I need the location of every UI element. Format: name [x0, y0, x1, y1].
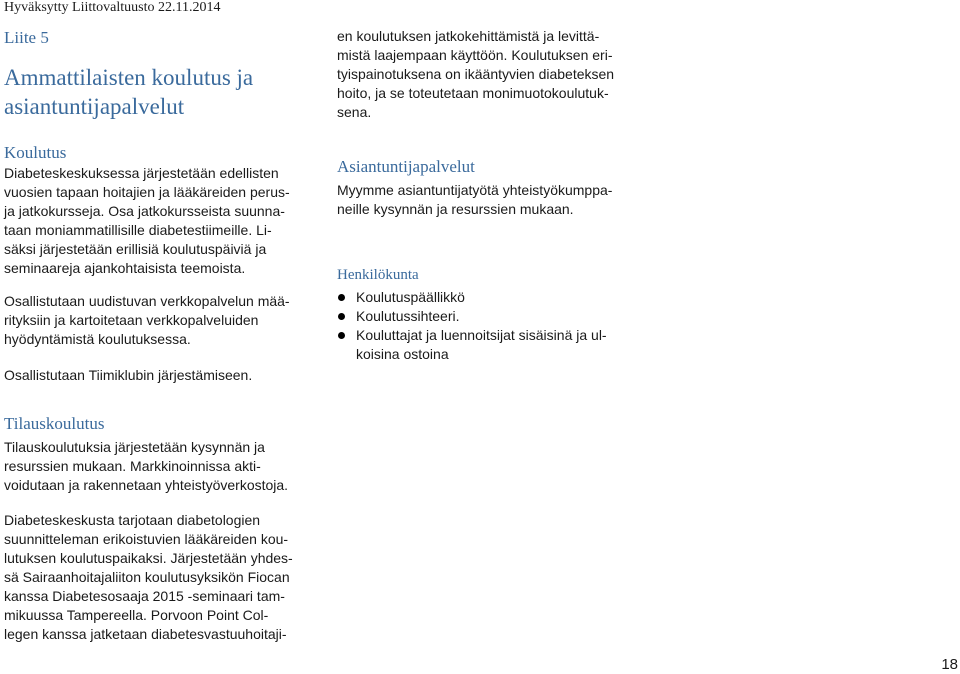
bullet-icon [338, 313, 345, 320]
asiantuntijapalvelut-heading: Asiantuntijapalvelut [337, 157, 475, 176]
text-line: Diabeteskeskusta tarjotaan diabetologien [4, 512, 261, 528]
text-line: Tilauskoulutuksia järjestetään kysynnän ja [4, 439, 265, 455]
list-item-text: Koulutuspäällikkö [356, 289, 465, 305]
text-line: hyödyntämistä koulutuksessa. [4, 331, 191, 347]
koulutus-paragraph-2 [4, 292, 290, 349]
staff-list [333, 288, 607, 364]
title-line: asiantuntijapalvelut [4, 94, 185, 119]
text-line: neille kysynnän ja resurssien mukaan. [337, 201, 574, 217]
text-line: mistä laajempaan käyttöön. Koulutuksen eri- [337, 47, 613, 63]
text-line: resurssien mukaan. Markkinoinnissa akti- [4, 458, 261, 474]
continuation-paragraph [337, 27, 614, 122]
text-line: säksi järjestetään erillisiä koulutuspäiviä ja [4, 241, 267, 257]
text-line: mikuussa Tampereella. Porvoon Point Col- [4, 607, 269, 623]
text-line: voidutaan ja rakennetaan yhteistyöverkostoja. [4, 477, 289, 493]
text-line: Diabeteskeskuksessa järjestetään edellisten [4, 165, 279, 181]
henkilokunta-heading: Henkilökunta [337, 267, 419, 283]
bullet-icon [338, 294, 345, 301]
text-line: kanssa Diabetesosaaja 2015 -seminaari tam- [4, 588, 285, 604]
text-line: hoito, ja se toteutetaan monimuotokoulutuk- [337, 85, 609, 101]
text-line: sä Sairaanhoitajaliiton koulutusyksikön Fiocan [4, 569, 290, 585]
koulutus-paragraph-3 [4, 366, 252, 385]
koulutus-heading: Koulutus [4, 143, 67, 162]
text-line: ja jatkokursseja. Osa jatkokursseista suunna- [4, 203, 285, 219]
text-line: Osallistutaan uudistuvan verkkopalvelun mää- [4, 293, 290, 309]
text-line: vuosien tapaan hoitajien ja lääkäreiden perus- [4, 184, 290, 200]
page-number: 18 [941, 656, 958, 673]
list-item [333, 288, 607, 307]
tilauskoulutus-heading: Tilauskoulutus [4, 414, 105, 433]
text-line: tyispainotuksena on ikääntyvien diabeteksen [337, 66, 615, 82]
list-item-text: koisina ostoina [356, 346, 449, 362]
koulutus-paragraph-1 [4, 164, 290, 278]
page-title [4, 63, 324, 121]
tilauskoulutus-paragraph-1 [4, 438, 288, 495]
bullet-icon [338, 332, 345, 339]
text-line: Osallistutaan Tiimiklubin järjestämiseen. [4, 367, 253, 383]
asiantuntijapalvelut-paragraph [337, 181, 612, 219]
text-line: rityksiin ja kartoitetaan verkkopalveluiden [4, 312, 259, 328]
title-line: Ammattilaisten koulutus ja [4, 65, 254, 90]
list-item [333, 307, 607, 326]
text-line: lutuksen koulutuspaikaksi. Järjestetään yhdes- [4, 550, 293, 566]
appendix-label: Liite 5 [4, 28, 49, 47]
list-item [333, 326, 607, 364]
text-line: en koulutuksen jatkokehittämistä ja levittä- [337, 28, 600, 44]
text-line: suunnitteleman erikoistuvien lääkäreiden kou- [4, 531, 289, 547]
text-line: Myymme asiantuntijatyötä yhteistyökumppa- [337, 182, 613, 198]
text-line: legen kanssa jatketaan diabetesvastuuhoitaji- [4, 626, 287, 642]
document-header: Hyväksytty Liittovaltuusto 22.11.2014 [4, 0, 221, 15]
list-item-text: Koulutussihteeri. [356, 308, 460, 324]
text-line: seminaareja ajankohtaisista teemoista. [4, 260, 246, 276]
text-line: sena. [337, 104, 372, 120]
tilauskoulutus-paragraph-2 [4, 511, 293, 644]
text-line: taan moniammatillisille diabetestiimeille. Li- [4, 222, 272, 238]
list-item-text: Kouluttajat ja luennoitsijat sisäisinä ja ul- [356, 327, 607, 343]
